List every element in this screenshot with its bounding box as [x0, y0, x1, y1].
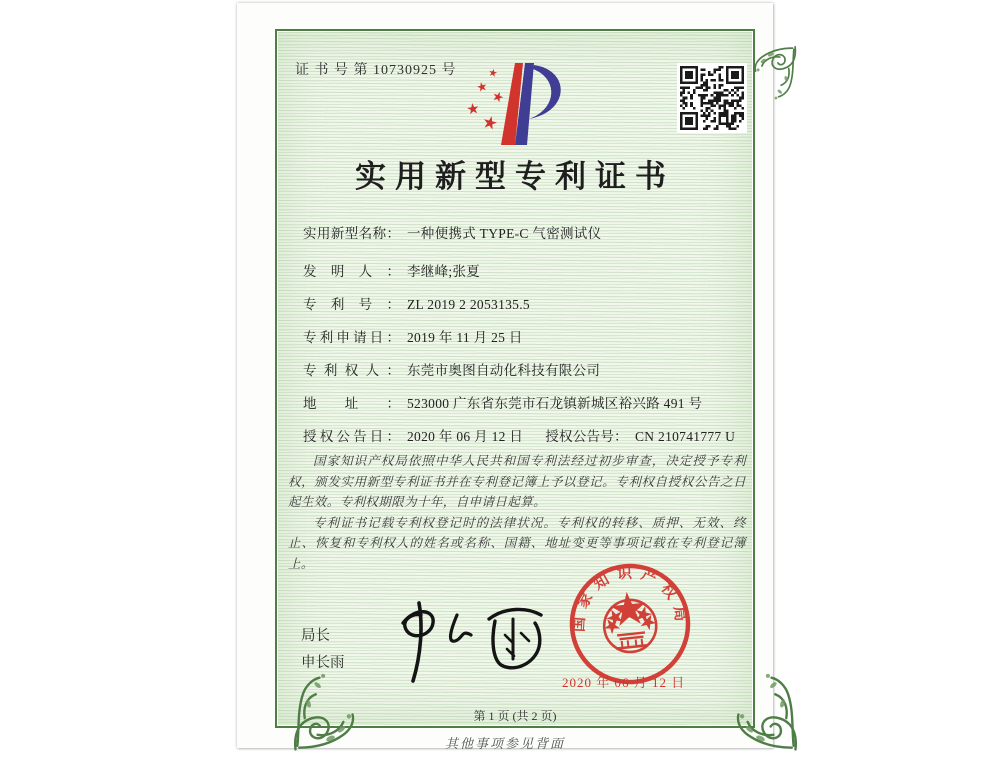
field-label: 发明人： [303, 264, 400, 279]
field-address [303, 387, 739, 420]
field-value: 2020 年 06 月 12 日 [407, 429, 524, 444]
field-inventors [303, 255, 739, 288]
field-filing-date [303, 321, 739, 354]
commissioner-block [301, 623, 345, 677]
field-value: 东莞市奥图自动化科技有限公司 [407, 363, 601, 378]
field-value: 一种便携式 TYPE-C 气密测试仪 [407, 226, 602, 241]
certificate-page [237, 3, 773, 751]
commissioner-title: 局长 [301, 628, 330, 644]
certificate-fields [303, 217, 739, 453]
legal-paragraph-2: 专利证书记载专利权登记时的法律状况。专利权的转移、质押、无效、终止、恢复和专利权人的姓名或名称、国籍、地址变更等事项记载在专利登记簿上。 [288, 515, 746, 571]
cnipa-logo-icon [449, 57, 579, 151]
field-invention-name [303, 217, 739, 250]
field-grant-date-and-number [303, 420, 739, 453]
qr-code [677, 63, 747, 133]
field-label: 实用新型名称： [303, 226, 400, 241]
handwritten-signature [385, 597, 555, 689]
field-label-2: 授权公告号： [545, 429, 628, 444]
field-value: 李继峰;张夏 [407, 264, 481, 279]
field-label: 地址： [303, 396, 400, 411]
seal-date: 2020 年 06 月 12 日 [562, 675, 686, 690]
seal-ring-text: 国家知识产权局 [571, 565, 689, 633]
field-label: 专利申请日： [303, 330, 400, 345]
certificate-title: 实用新型专利证书 [355, 159, 675, 194]
commissioner-name: 申长雨 [301, 655, 345, 671]
legal-paragraph-1: 国家知识产权局依照中华人民共和国专利法经过初步审查，决定授予专利权，颁发实用新型专利证书并在专利登记簿上予以登记。专利权自授权公告之日起生效。专利权期限为十年，自申请日起算。 [288, 454, 746, 509]
field-value: ZL 2019 2 2053135.5 [407, 297, 530, 312]
field-label: 专利号： [303, 297, 400, 312]
certificate-number: 证 书 号 第 10730925 号 [295, 63, 457, 78]
field-patentee [303, 354, 739, 387]
field-label: 专利权人： [303, 363, 400, 378]
field-label: 授权公告日： [303, 429, 400, 444]
field-value: 2019 年 11 月 25 日 [407, 330, 523, 345]
national-emblem-icon [602, 597, 659, 654]
field-value: 523000 广东省东莞市石龙镇新城区裕兴路 491 号 [407, 396, 703, 411]
page-indicator: 第 1 页 (共 2 页) [473, 709, 557, 723]
field-value-2: CN 210741777 U [635, 429, 736, 444]
field-patent-number [303, 288, 739, 321]
certificate-frame [275, 29, 755, 728]
back-side-note: 其他事项参见背面 [444, 736, 565, 751]
